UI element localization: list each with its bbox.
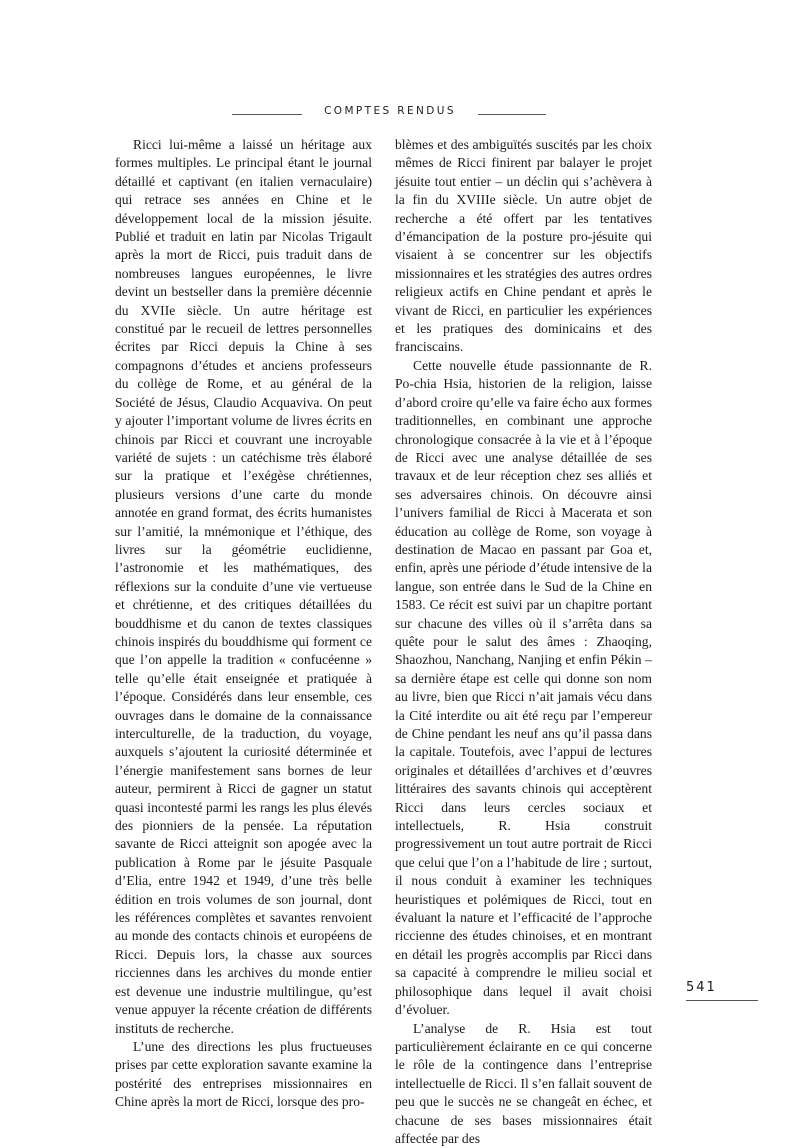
folio	[686, 980, 756, 1004]
running-title: COMPTES RENDUS	[302, 105, 478, 117]
running-header	[0, 100, 800, 124]
paragraph: L’une des directions les plus fructueuses prises par cette exploration savante examine la postérité des entreprises missionnaires en Chine après la mort de Ricci, lorsque des pro-	[115, 1038, 372, 1112]
header-rule-right	[478, 114, 546, 115]
paragraph-continuation: blèmes et des ambiguïtés suscités par les choix mêmes de Ricci finirent par balayer le projet jésuite tout entier – un déclin qui s’achèvera à la fin du XVIIIe siècle. Un autre objet de recherche a été offert par les tentatives d’émancipation de la posture pro-jésuite qui visaient à se concentrer sur les objectifs missionnaires et les stratégies des autres ordres religieux actifs en Chine pendant et après le vivant de Ricci, en particulier les expériences et les pratiques des dominicains et des franciscains.	[395, 136, 652, 357]
header-rule-left	[232, 114, 302, 115]
paragraph: Cette nouvelle étude passionnante de R. Po-chia Hsia, historien de la religion, laisse d’abord croire qu’elle va faire écho aux formes traditionnelles, en combinant une approche chronologique consacrée à la vie et à l’époque de Ricci avec une analyse détaillée de ses travaux et de leur réception chez ses alliés et ses adversaires chinois. On découvre ainsi l’univers familial de Ricci à Macerata et son éducation au collège de Rome, son voyage à destination de Macao en passant par Goa et, enfin, après une période d’étude intensive de la langue, son entrée dans le Sud de la Chine en 1583. Ce récit est suivi par un chapitre portant sur chacune des villes où il s’arrêta dans sa quête pour le salut des âmes : Zhaoqing, Shaozhou, Nanchang, Nanjing et enfin Pékin – sa dernière étape est celle qui donne son nom au livre, bien que Ricci n’ait jamais vécu dans la Cité interdite ou ait été reçu par l’empereur de Chine pendant les neuf ans qu’il passa dans la capitale. Toutefois, avec l’appui de lectures originales et détaillées d’archives et d’œuvres littéraires des savants chinois qui acceptèrent Ricci dans leurs cercles sociaux et intellectuels, R. Hsia construit progressivement un tout autre portrait de Ricci que celui que l’on a l’habitude de lire ; surtout, il nous conduit à examiner les techniques heuristiques et polémiques de Ricci, tout en évaluant la nature et l’efficacité de l’approche riccienne des études chinoises, et en montrant en détail les progrès accomplis par Ricci dans sa capacité à comprendre le milieu social et philosophique dans lequel il avait choisi d’évoluer.	[395, 357, 652, 1020]
paragraph: L’analyse de R. Hsia est tout particulièrement éclairante en ce qui concerne le rôle de la contingence dans l’entreprise intellectuelle de Ricci. Il s’en fallait souvent de peu que le succès ne se changeât en échec, et chacune de ses bases missionnaires était affectée par des	[395, 1020, 652, 1148]
right-text-column	[395, 136, 652, 1148]
left-text-column	[115, 136, 372, 1112]
folio-rule	[686, 1000, 758, 1001]
paragraph: Ricci lui-même a laissé un héritage aux formes multiples. Le principal étant le journal détaillé et captivant (en italien vernaculaire) qui retrace ses années en Chine et le développement local de la mission jésuite. Publié et traduit en latin par Nicolas Trigault après la mort de Ricci, puis traduit dans de nombreuses langues européennes, le livre devint un bestseller dans la première décennie du XVIIe siècle. Un autre héritage est constitué par le recueil de lettres personnelles écrites par Ricci depuis la Chine à ses compagnons d’études et anciens professeurs du collège de Rome, et au général de la Société de Jésus, Claudio Acquaviva. On peut y ajouter l’important volume de livres écrits en chinois par Ricci et couvrant une incroyable variété de sujets : un catéchisme très élaboré sur la pratique et l’exégèse chrétiennes, plusieurs versions d’une carte du monde annotée en grand format, des écrits humanistes sur l’amitié, la mnémonique et l’éthique, des livres sur la géométrie euclidienne, l’astronomie et les mathématiques, des réflexions sur la conduite d’une vie vertueuse et chrétienne, et des critiques détaillées du bouddhisme et du canon de textes classiques chinois inspirés du bouddhisme qui forment ce que l’on appelle la tradition « confucéenne » telle qu’elle était enseignée et pratiquée à l’époque. Considérés dans leur ensemble, ces ouvrages dans le domaine de la connaissance interculturelle, de la traduction, du voyage, auxquels s’ajoutent la curiosité déterminée et l’énergie manifestement sans bornes de leur auteur, permirent à Ricci de gagner un statut quasi incontesté parmi les rangs les plus élevés des pionniers de la pensée. La réputation savante de Ricci atteignit son apogée avec la publication à Rome par le jésuite Pasquale d’Elia, entre 1942 et 1949, d’une très belle édition en trois volumes de son journal, dont les références complètes et savantes renvoient au monde des contacts chinois et européens de Ricci. Depuis lors, la chasse aux sources ricciennes dans les archives du monde entier est devenue une industrie multilingue, qu’est venue appuyer la récente création de différents instituts de recherche.	[115, 136, 372, 1038]
page-number: 541	[686, 980, 717, 995]
